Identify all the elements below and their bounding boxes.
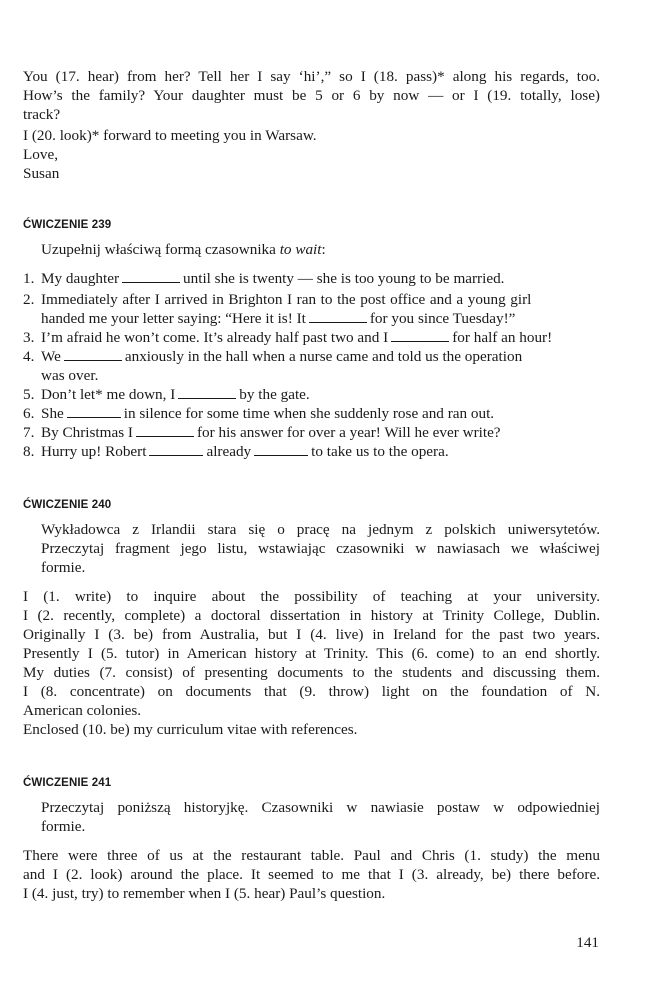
page-number: 141: [576, 934, 599, 951]
answer-blank[interactable]: [254, 443, 308, 456]
text-line: Originally I (3. be) from Australia, but I (4. live) in Ireland for the past two years.: [23, 626, 600, 643]
item-text: We: [41, 348, 61, 365]
item-text: By Christmas I: [41, 424, 133, 441]
text-line: You (17. hear) from her? Tell her I say ‘hi’,” so I (18. pass)* along his regards, too.: [23, 68, 600, 85]
item-text: I’m afraid he won’t come. It’s already half past two and I: [41, 329, 389, 346]
exercise-item: [23, 423, 501, 442]
answer-blank[interactable]: [64, 348, 122, 361]
exercise-title: ĆWICZENIE 239: [23, 219, 112, 231]
answer-blank[interactable]: [149, 443, 203, 456]
exercise-instruction: [41, 240, 326, 259]
item-text: for you since Tuesday!”: [369, 310, 516, 327]
answer-blank[interactable]: [309, 310, 367, 323]
exercise-item: [23, 385, 310, 404]
text-line: I (20. look)* forward to meeting you in Warsaw.: [23, 127, 317, 144]
item-number: 2.: [23, 291, 35, 308]
text-line: track?: [23, 106, 61, 123]
text-line: I (1. write) to inquire about the possibility of teaching at your university.: [23, 588, 600, 605]
answer-blank[interactable]: [178, 386, 236, 399]
exercise-item: [23, 347, 522, 366]
item-number: 8.: [23, 443, 35, 460]
text-line: I (4. just, try) to remember when I (5. hear) Paul’s question.: [23, 885, 386, 902]
item-text: in silence for some time when she suddenly rose and ran out.: [123, 405, 495, 422]
item-text: already: [206, 443, 252, 460]
item-number: 5.: [23, 386, 35, 403]
exercise-instruction: Wykładowca z Irlandii stara się o pracę na jednym z polskich uniwersytetów.: [41, 521, 600, 538]
item-text: for half an hour!: [452, 329, 553, 346]
item-text: Hurry up! Robert: [41, 443, 147, 460]
item-text: Don’t let* me down, I: [41, 386, 176, 403]
text-line: and I (2. look) around the place. It seemed to me that I (3. already, be) there before.: [23, 866, 600, 883]
item-text: handed me your letter saying: “Here it is! It: [41, 310, 306, 327]
item-number: 6.: [23, 405, 35, 422]
instruction-text: :: [321, 241, 326, 258]
item-text: My daughter: [41, 270, 120, 287]
answer-blank[interactable]: [136, 424, 194, 437]
exercise-item: [23, 269, 504, 288]
exercise-instruction: formie.: [41, 818, 86, 835]
answer-blank[interactable]: [122, 270, 180, 283]
exercise-item: [23, 442, 449, 461]
exercise-item-continued: [41, 366, 98, 385]
answer-blank[interactable]: [391, 329, 449, 342]
instruction-text: Uzupełnij właściwą formą czasownika: [41, 241, 280, 258]
exercise-title: ĆWICZENIE 240: [23, 499, 112, 511]
exercise-instruction: Przeczytaj poniższą historyjkę. Czasowniki w nawiasie postaw w odpowiedniej: [41, 799, 600, 816]
text-line: Enclosed (10. be) my curriculum vitae with references.: [23, 721, 358, 738]
text-line: How’s the family? Your daughter must be 5 or 6 by now — or I (19. totally, lose): [23, 87, 600, 104]
item-text: to take us to the opera.: [311, 443, 449, 460]
answer-blank[interactable]: [67, 405, 121, 418]
item-text: was over.: [41, 367, 99, 384]
item-text: anxiously in the hall when a nurse came and told us the operation: [124, 348, 523, 365]
exercise-instruction: formie.: [41, 559, 86, 576]
item-text: until she is twenty — she is too young to be married.: [183, 270, 505, 287]
item-text: by the gate.: [239, 386, 310, 403]
text-line: There were three of us at the restaurant table. Paul and Chris (1. study) the menu: [23, 847, 600, 864]
text-line: Presently I (5. tutor) in American history at Trinity. This (6. come) to an end shortly.: [23, 645, 600, 662]
text-line: My duties (7. consist) of presenting documents to the students and discussing them.: [23, 664, 600, 681]
item-text: Immediately after I arrived in Brighton I ran to the post office and a young girl: [41, 291, 532, 308]
exercise-title: ĆWICZENIE 241: [23, 777, 112, 789]
item-number: 4.: [23, 348, 35, 365]
exercise-instruction: Przeczytaj fragment jego listu, wstawiając czasowniki w nawiasach we właściwej: [41, 540, 600, 557]
item-text: She: [41, 405, 64, 422]
text-line: American colonies.: [23, 702, 142, 719]
item-number: 3.: [23, 329, 35, 346]
text-line: Love,: [23, 146, 59, 163]
text-line: I (2. recently, complete) a doctoral dissertation in history at Trinity College, Dublin.: [23, 607, 600, 624]
text-line: Susan: [23, 165, 60, 182]
exercise-item: [23, 404, 494, 423]
instruction-verb: to wait: [279, 241, 322, 258]
item-text: for his answer for over a year! Will he ever write?: [196, 424, 501, 441]
item-number: 7.: [23, 424, 35, 441]
text-line: I (8. concentrate) on documents that (9. throw) light on the foundation of N.: [23, 683, 600, 700]
item-number: 1.: [23, 270, 35, 287]
exercise-item: [23, 328, 552, 347]
exercise-item-continued: [41, 309, 515, 328]
exercise-item: [23, 290, 600, 309]
